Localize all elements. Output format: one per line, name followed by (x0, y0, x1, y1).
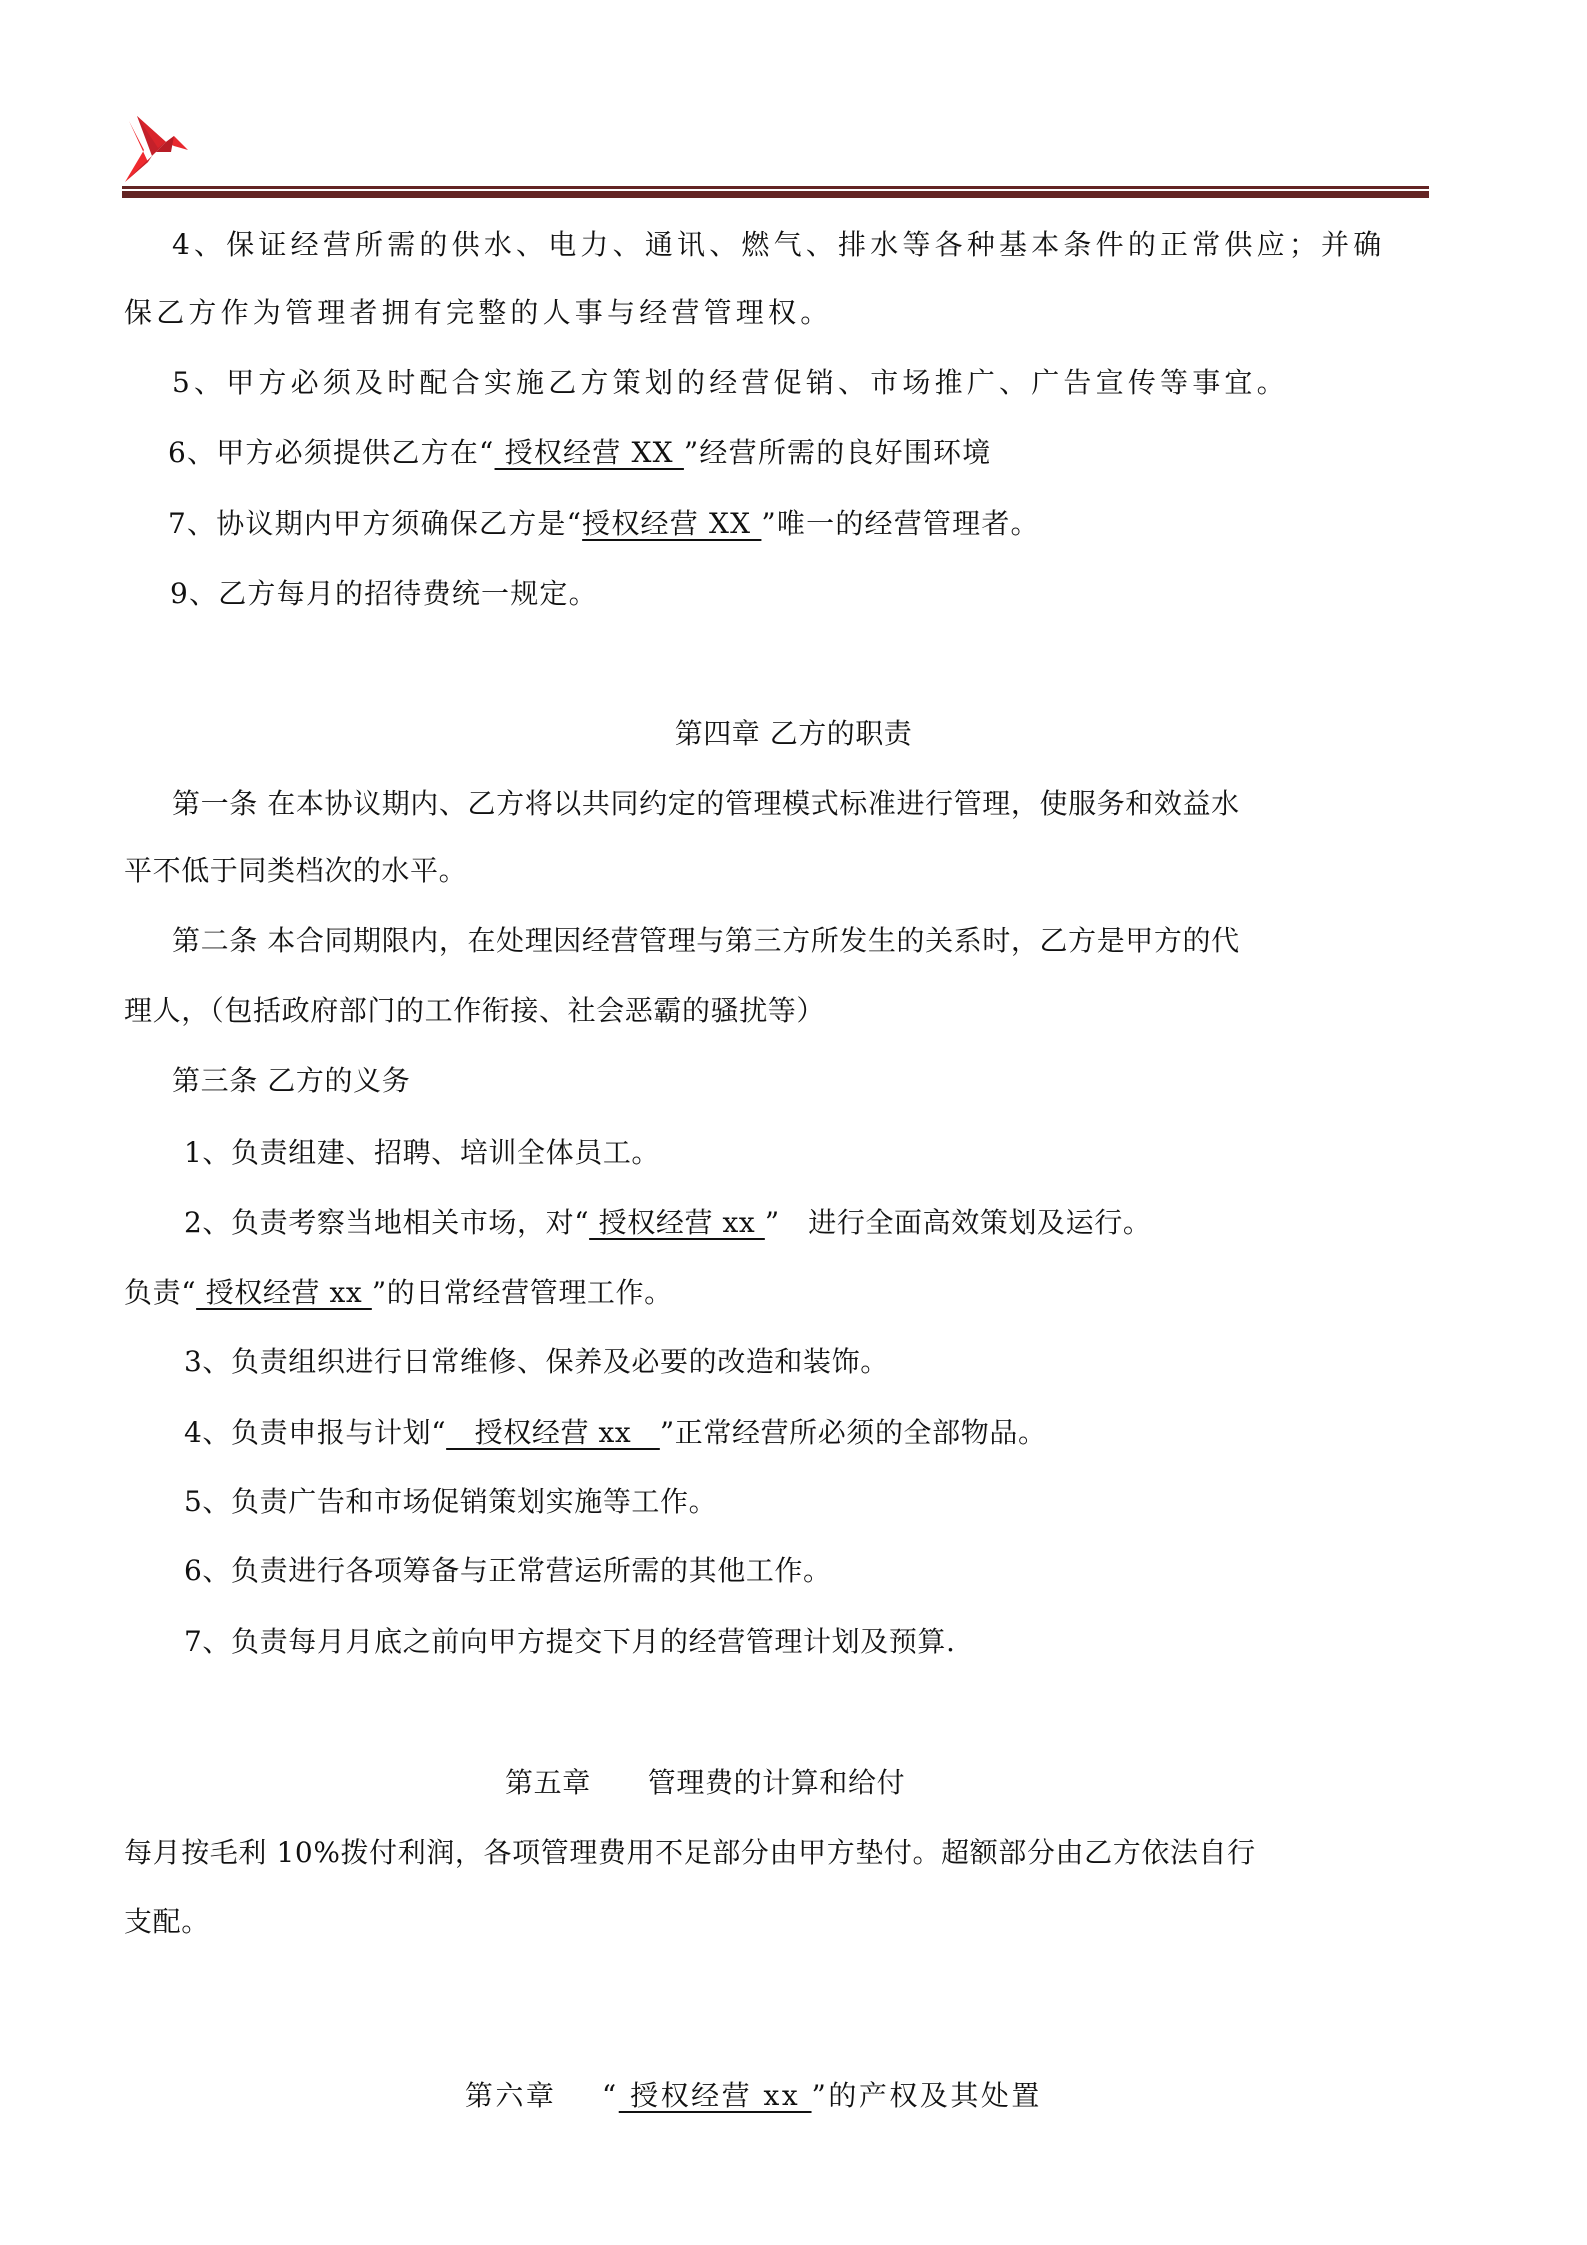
chapter-5-heading: 第五章 管理费的计算和给付 (505, 1766, 906, 1799)
chapter-5-body-line1: 每月按毛利 10%拨付利润，各项管理费用不足部分由甲方垫付。超额部分由乙方依法自行 (124, 1836, 1256, 1869)
duty-2-suffix: ” 进行全面高效策划及运行。 (764, 1206, 1152, 1239)
paragraph-item-7 (168, 506, 1040, 542)
paragraph-item-6 (168, 435, 991, 471)
chapter-6-underlined-name: 授权经营 xx (618, 2079, 812, 2112)
duty-3: 3、负责组织进行日常维修、保养及必要的改造和装饰。 (184, 1345, 889, 1378)
item-6-prefix: 6、甲方必须提供乙方在“ (168, 436, 495, 469)
duty-2-continued (124, 1275, 673, 1311)
duty-2-prefix: 2、负责考察当地相关市场，对“ (184, 1206, 590, 1239)
article-2-line1: 第二条 本合同期限内，在处理因经营管理与第三方所发生的关系时，乙方是甲方的代 (172, 924, 1240, 957)
duty-2-underlined-name: 授权经营 xx (589, 1206, 765, 1239)
item-6-underlined-name: 授权经营 XX (494, 436, 684, 469)
duty-4-underlined-name: 授权经营 xx (446, 1416, 660, 1449)
item-7-suffix: ”唯一的经营管理者。 (761, 507, 1040, 540)
duty-2 (184, 1205, 1151, 1241)
item-7-prefix: 7、协议期内甲方须确保乙方是“ (168, 507, 583, 540)
duty-2b-underlined-name: 授权经营 xx (196, 1276, 372, 1309)
duty-6: 6、负责进行各项筹备与正常营运所需的其他工作。 (184, 1554, 832, 1587)
duty-5: 5、负责广告和市场促销策划实施等工作。 (184, 1485, 718, 1518)
chapter-6-heading (442, 2042, 1042, 2114)
chapter-6-prefix: 第六章 “ (464, 2079, 619, 2112)
paragraph-item-4-line2: 保乙方作为管理者拥有完整的人事与经营管理权。 (124, 296, 833, 329)
duty-4 (184, 1415, 1047, 1451)
duty-2b-prefix: 负责“ (124, 1276, 197, 1309)
article-1-line1: 第一条 在本协议期内、乙方将以共同约定的管理模式标准进行管理，使服务和效益水 (172, 787, 1240, 820)
paragraph-item-9: 9、乙方每月的招待费统一规定。 (170, 577, 598, 610)
article-1-line2: 平不低于同类档次的水平。 (124, 854, 468, 887)
item-7-underlined-name: 授权经营 XX (582, 507, 762, 540)
duty-4-suffix: ”正常经营所必须的全部物品。 (659, 1416, 1047, 1449)
item-6-suffix: ”经营所需的良好围环境 (683, 436, 992, 469)
paragraph-item-5: 5、甲方必须及时配合实施乙方策划的经营促销、市场推广、广告宣传等事宜。 (172, 366, 1289, 399)
chapter-4-heading: 第四章 乙方的职责 (674, 717, 913, 750)
chapter-5-body-line2: 支配。 (124, 1905, 210, 1938)
duty-4-prefix: 4、负责申报与计划“ (184, 1416, 447, 1449)
paragraph-item-4-line1: 4、保证经营所需的供水、电力、通讯、燃气、排水等各种基本条件的正常供应；并确 (172, 228, 1386, 261)
article-3-heading: 第三条 乙方的义务 (172, 1064, 411, 1097)
header-rule-thin (122, 186, 1429, 189)
bird-logo-icon (122, 112, 190, 184)
header-rule-thick (122, 191, 1429, 198)
duty-7: 7、负责每月月底之前向甲方提交下月的经营管理计划及预算. (184, 1625, 956, 1658)
chapter-6-suffix: ”的产权及其处置 (811, 2079, 1042, 2112)
article-2-line2: 理人，（包括政府部门的工作衔接、社会恶霸的骚扰等） (124, 994, 826, 1027)
duty-2b-suffix: ”的日常经营管理工作。 (371, 1276, 673, 1309)
duty-1: 1、负责组建、招聘、培训全体员工。 (184, 1136, 661, 1169)
